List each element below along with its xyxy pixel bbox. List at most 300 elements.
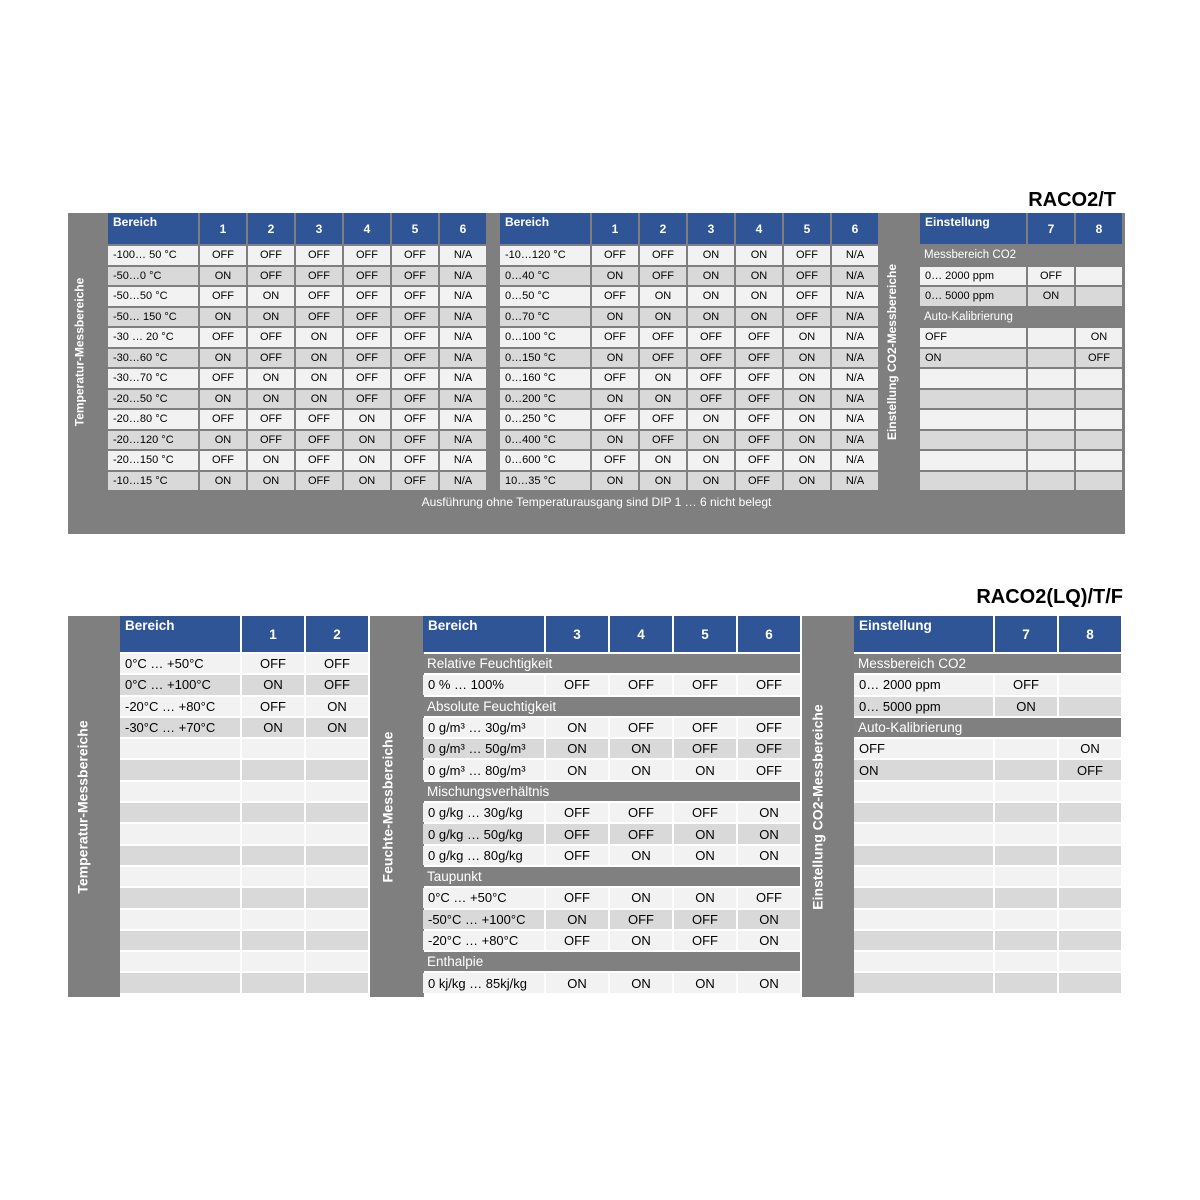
dip-value-cell: OFF [392,410,438,429]
dip-value-cell: OFF [200,451,246,470]
empty-row [920,410,1122,429]
dip-value-cell: ON [200,431,246,450]
column-header-dip-4: 4 [736,213,782,244]
dip-value-cell: OFF [344,328,390,347]
table-row [108,472,486,491]
column-header-dip-7: 7 [1028,213,1074,244]
dip-value-cell: OFF [344,349,390,368]
range-cell: -30…70 °C [108,369,198,388]
dip-value-cell: ON [674,824,736,843]
dip-value-cell: ON [738,824,800,843]
dip-value-cell: ON [296,390,342,409]
empty-cell [242,867,304,886]
dip-value-cell: ON [592,349,638,368]
empty-cell [120,931,240,950]
dip-value-cell: OFF [296,410,342,429]
column-header-dip-8: 8 [1059,616,1121,652]
setting-cell: OFF [854,739,993,758]
empty-row [854,931,1121,950]
table-row [423,675,800,694]
dip-value-cell [1076,287,1122,306]
header-row [423,616,800,652]
empty-row [920,369,1122,388]
column-header-dip-3: 3 [688,213,734,244]
dip-value-cell: OFF [736,431,782,450]
range-cell: -30°C … +70°C [120,718,240,737]
dip-value-cell: OFF [674,803,736,822]
dip-value-cell: ON [344,410,390,429]
empty-cell [854,952,993,971]
empty-cell [854,888,993,907]
dip-value-cell: ON [248,390,294,409]
dip-value-cell: OFF [200,410,246,429]
empty-cell [1028,451,1074,470]
range-cell: 0°C … +50°C [120,654,240,673]
empty-row [920,431,1122,450]
section-title: Relative Feuchtigkeit [423,654,800,673]
empty-cell [995,973,1057,992]
dip-value-cell: OFF [248,328,294,347]
header-row [920,213,1122,244]
dip-value-cell: ON [640,472,686,491]
table-row [423,824,800,843]
table-row [423,846,800,865]
empty-cell [920,390,1026,409]
empty-cell [1059,952,1121,971]
dip-value-cell: OFF [248,267,294,286]
dip-value-cell: OFF [546,803,608,822]
dip-value-cell: ON [1028,287,1074,306]
dip-value-cell: ON [306,697,368,716]
dip-value-cell: ON [344,431,390,450]
dip-value-cell: ON [200,472,246,491]
range-cell: -50…0 °C [108,267,198,286]
dip-value-cell: OFF [640,349,686,368]
dip-value-cell: ON [640,451,686,470]
table-row [423,931,800,950]
empty-row [120,824,368,843]
empty-cell [306,888,368,907]
dip-value-cell: ON [242,675,304,694]
column-header-dip-6: 6 [738,616,800,652]
dip-value-cell: ON [736,308,782,327]
table-row [500,472,878,491]
empty-cell [854,803,993,822]
dip-value-cell: OFF [344,369,390,388]
setting-cell: 0… 2000 ppm [920,267,1026,286]
empty-cell [1059,910,1121,929]
header-row [120,616,368,652]
empty-cell [120,910,240,929]
range-cell: 0…400 °C [500,431,590,450]
column-header-dip-1: 1 [200,213,246,244]
dip-value-cell: ON [1076,328,1122,347]
empty-row [854,782,1121,801]
range-cell: -30 … 20 °C [108,328,198,347]
dip-value-cell: ON [738,910,800,929]
header-row [500,213,878,244]
empty-cell [242,824,304,843]
table-row [500,349,878,368]
dip-value-cell: ON [296,349,342,368]
column-header-label: Bereich [120,616,240,652]
dip-value-cell: N/A [832,472,878,491]
empty-cell [120,824,240,843]
section-title: Mischungsverhältnis [423,782,800,801]
dip-value-cell: N/A [832,287,878,306]
dip-value-cell: N/A [440,472,486,491]
section-messbereich-co2: Messbereich CO2 [920,246,1122,265]
column-header-dip-6: 6 [440,213,486,244]
dip-value-cell: ON [738,931,800,950]
dip-value-cell: N/A [832,390,878,409]
dip-value-cell: ON [784,410,830,429]
empty-row [120,910,368,929]
dip-value-cell: ON [610,846,672,865]
dip-value-cell: ON [344,451,390,470]
column-header-label: Bereich [423,616,544,652]
column-header-dip-4: 4 [610,616,672,652]
empty-cell [306,760,368,779]
dip-table-temperature-a [108,213,486,492]
range-cell: 0 g/kg … 50g/kg [423,824,544,843]
dip-value-cell: OFF [592,246,638,265]
empty-row [120,846,368,865]
empty-row [920,390,1122,409]
dip-value-cell: OFF [344,246,390,265]
empty-cell [920,431,1026,450]
dip-value-cell: ON [674,973,736,992]
dip-value-cell: OFF [592,287,638,306]
column-header-dip-1: 1 [242,616,304,652]
column-header-label: Einstellung [920,213,1026,244]
dip-value-cell: ON [688,246,734,265]
empty-cell [854,867,993,886]
range-cell: 0…200 °C [500,390,590,409]
dip-value-cell: ON [592,308,638,327]
range-cell: 0 g/m³ … 80g/m³ [423,760,544,779]
header-row [854,616,1121,652]
dip-value-cell: ON [242,718,304,737]
range-cell: 0…600 °C [500,451,590,470]
dip-value-cell: ON [344,472,390,491]
dip-value-cell: OFF [610,910,672,929]
column-header-dip-3: 3 [546,616,608,652]
dip-value-cell: OFF [392,451,438,470]
dip-value-cell [1028,349,1074,368]
dip-value-cell: ON [546,718,608,737]
dip-value-cell: ON [688,451,734,470]
empty-cell [1076,431,1122,450]
empty-row [920,451,1122,470]
empty-cell [995,824,1057,843]
table-row [500,246,878,265]
empty-cell [995,846,1057,865]
dip-value-cell [995,739,1057,758]
empty-cell [1059,782,1121,801]
dip-value-cell: ON [640,390,686,409]
dip-value-cell: N/A [440,431,486,450]
section-auto-kalibrierung: Auto-Kalibrierung [920,308,1122,327]
empty-row [854,803,1121,822]
table-row [854,739,1121,758]
empty-cell [995,910,1057,929]
empty-cell [1059,867,1121,886]
range-cell: -20…150 °C [108,451,198,470]
dip-value-cell: OFF [296,246,342,265]
table-row [108,349,486,368]
empty-cell [1076,472,1122,491]
empty-cell [306,973,368,992]
dip-value-cell: OFF [738,718,800,737]
dip-value-cell: ON [736,267,782,286]
dip-value-cell: ON [610,931,672,950]
table-row [108,267,486,286]
dip-value-cell: ON [736,287,782,306]
dip-value-cell: OFF [200,246,246,265]
empty-row [920,472,1122,491]
setting-cell: 0… 5000 ppm [920,287,1026,306]
dip-value-cell: OFF [592,328,638,347]
column-header-dip-2: 2 [306,616,368,652]
empty-cell [995,952,1057,971]
range-cell: 0 g/kg … 80g/kg [423,846,544,865]
dip-value-cell: ON [248,287,294,306]
empty-row [854,888,1121,907]
column-header-label: Bereich [108,213,198,244]
dip-value-cell: N/A [440,369,486,388]
dip-value-cell: ON [546,739,608,758]
empty-row [120,739,368,758]
empty-cell [995,867,1057,886]
table-row [854,675,1121,694]
empty-cell [306,846,368,865]
empty-cell [1059,846,1121,865]
section-auto-kalibrierung: Auto-Kalibrierung [854,718,1121,737]
humidity-ranges-side-label: Feuchte-Messbereiche [379,731,396,882]
dip-value-cell [995,760,1057,779]
dip-value-cell: ON [688,472,734,491]
dip-value-cell: N/A [440,287,486,306]
dip-value-cell: OFF [688,349,734,368]
empty-cell [1059,803,1121,822]
empty-row [120,888,368,907]
raco2-lq-t-f-title: RACO2(LQ)/T/F [976,586,1123,608]
dip-value-cell: OFF [546,931,608,950]
dip-value-cell: ON [674,846,736,865]
range-cell: -10…15 °C [108,472,198,491]
dip-table-co2 [854,616,1121,995]
dip-value-cell: OFF [344,287,390,306]
empty-cell [306,803,368,822]
empty-cell [120,803,240,822]
table-row [108,369,486,388]
dip-value-cell: OFF [392,287,438,306]
dip-value-cell: OFF [296,472,342,491]
dip-value-cell: ON [592,431,638,450]
dip-value-cell: OFF [242,697,304,716]
dip-value-cell: OFF [296,287,342,306]
empty-row [120,952,368,971]
dip-value-cell: OFF [344,267,390,286]
table-row [423,888,800,907]
table-row [423,973,800,992]
empty-cell [1059,824,1121,843]
dip-value-cell: N/A [832,349,878,368]
dip-value-cell: OFF [392,308,438,327]
dip-value-cell: ON [610,888,672,907]
dip-value-cell: OFF [640,246,686,265]
range-cell: -20…50 °C [108,390,198,409]
table-row [108,246,486,265]
table-row [920,349,1122,368]
dip-value-cell: N/A [832,410,878,429]
dip-value-cell: OFF [784,308,830,327]
co2-settings-side-label-bottom: Einstellung CO2-Messbereiche [810,703,826,910]
dip-value-cell: N/A [832,328,878,347]
dip-table-co2-settings [920,213,1122,492]
dip-value-cell: OFF [736,390,782,409]
empty-cell [995,782,1057,801]
column-header-dip-7: 7 [995,616,1057,652]
table-row [108,308,486,327]
empty-cell [1028,390,1074,409]
empty-cell [854,846,993,865]
empty-cell [920,472,1026,491]
empty-cell [1028,369,1074,388]
column-header-dip-4: 4 [344,213,390,244]
table-row [500,267,878,286]
dip-value-cell: ON [784,472,830,491]
column-header-dip-3: 3 [296,213,342,244]
table-row [500,431,878,450]
dip-value-cell: OFF [592,369,638,388]
dip-value-cell: OFF [296,451,342,470]
dip-value-cell: OFF [674,910,736,929]
temperature-ranges-side-label: Temperatur-Messbereiche [72,277,86,427]
dip-value-cell: OFF [995,675,1057,694]
dip-value-cell: OFF [248,349,294,368]
temperature-ranges-side-label-bottom: Temperatur-Messbereiche [75,719,91,894]
column-header-dip-2: 2 [640,213,686,244]
table-row [120,654,368,673]
empty-row [120,803,368,822]
dip-value-cell: N/A [440,308,486,327]
dip-value-cell: ON [784,328,830,347]
dip-value-cell: OFF [344,308,390,327]
range-cell: 0 kj/kg … 85kj/kg [423,973,544,992]
table-row [108,328,486,347]
dip-value-cell: OFF [392,390,438,409]
dip-value-cell: OFF [1059,760,1121,779]
dip-value-cell: OFF [296,431,342,450]
dip-value-cell: OFF [610,803,672,822]
table-row [500,328,878,347]
table-row [920,328,1122,347]
dip-value-cell: ON [546,760,608,779]
table-row [920,267,1122,286]
dip-value-cell: ON [610,739,672,758]
setting-cell: ON [920,349,1026,368]
dip-value-cell: OFF [392,349,438,368]
range-cell: 10…35 °C [500,472,590,491]
table-row [500,308,878,327]
dip-value-cell [1028,328,1074,347]
empty-cell [1059,931,1121,950]
dip-value-cell: ON [688,410,734,429]
dip-value-cell: ON [248,472,294,491]
empty-cell [306,931,368,950]
dip-value-cell: ON [640,308,686,327]
dip-value-cell: ON [592,472,638,491]
dip-value-cell: OFF [546,675,608,694]
dip-value-cell: OFF [610,718,672,737]
dip-value-cell: OFF [610,824,672,843]
empty-cell [120,846,240,865]
table-row [108,451,486,470]
range-cell: 0…250 °C [500,410,590,429]
empty-row [854,824,1121,843]
dip-table-temperature [120,616,368,995]
empty-cell [854,931,993,950]
dip-value-cell: OFF [592,410,638,429]
dip-value-cell: OFF [784,246,830,265]
table-row [423,910,800,929]
empty-row [854,973,1121,992]
section-title: Absolute Feuchtigkeit [423,697,800,716]
dip-value-cell: OFF [674,739,736,758]
empty-cell [1028,410,1074,429]
dip-value-cell: N/A [440,328,486,347]
dip-value-cell: ON [296,369,342,388]
dip-value-cell: ON [995,697,1057,716]
range-cell: -100… 50 °C [108,246,198,265]
dip-value-cell: N/A [832,369,878,388]
column-header-dip-5: 5 [784,213,830,244]
dip-value-cell: OFF [738,888,800,907]
empty-cell [242,973,304,992]
empty-cell [120,782,240,801]
empty-cell [920,410,1026,429]
range-cell: -30…60 °C [108,349,198,368]
empty-cell [120,760,240,779]
dip-value-cell: OFF [736,472,782,491]
dip-value-cell [1059,697,1121,716]
dip-value-cell: OFF [1028,267,1074,286]
range-cell: 0…40 °C [500,267,590,286]
table-row [108,287,486,306]
empty-row [120,760,368,779]
dip-value-cell: ON [200,349,246,368]
dip-value-cell: OFF [392,472,438,491]
range-cell: -20°C … +80°C [423,931,544,950]
table-row [500,287,878,306]
dip-value-cell: OFF [640,431,686,450]
dip-value-cell: OFF [736,410,782,429]
dip-value-cell: OFF [784,287,830,306]
dip-value-cell: ON [592,390,638,409]
empty-cell [1076,451,1122,470]
column-header-label: Bereich [500,213,590,244]
dip-value-cell: ON [738,803,800,822]
dip-value-cell: OFF [736,328,782,347]
dip-value-cell: ON [592,267,638,286]
dip-value-cell: ON [784,349,830,368]
table-row [423,803,800,822]
dip-value-cell: ON [546,910,608,929]
dip-value-cell: N/A [832,267,878,286]
dip-value-cell: OFF [736,451,782,470]
